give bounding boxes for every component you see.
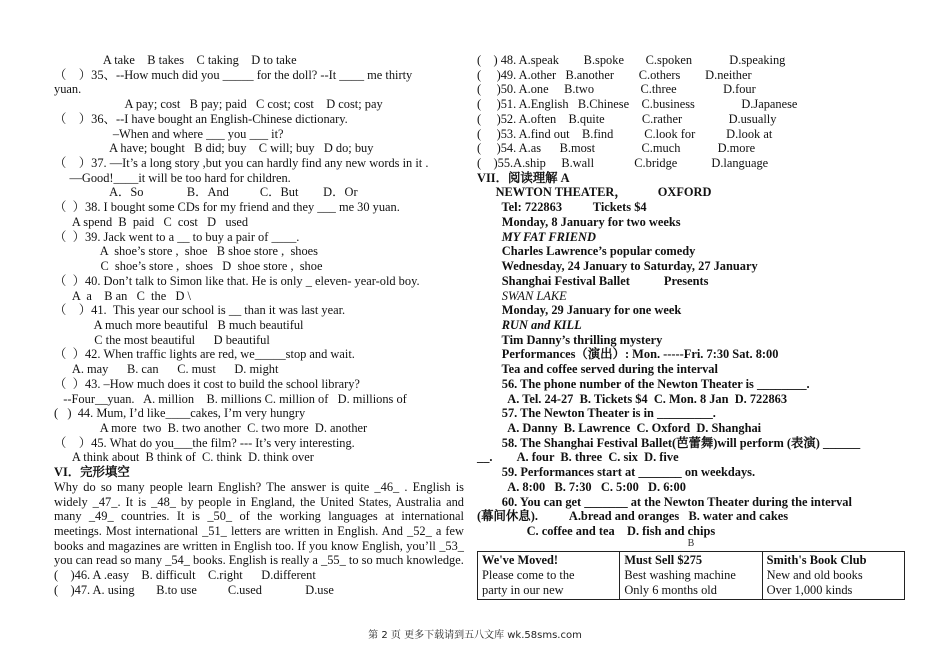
right-line: (幕间休息). A.bread and oranges B. water and cakes xyxy=(477,509,789,524)
right-line: Tim Danny’s thrilling mystery xyxy=(477,332,663,347)
right-line: NEWTON THEATER， OXFORD xyxy=(477,185,712,200)
right-line: Monday, 29 January for one week xyxy=(477,303,682,318)
right-line: Tel: 722863 Tickets $4 xyxy=(477,200,647,215)
ad-line: Only 6 months old xyxy=(624,582,717,597)
right-line: ( )50. A.one B.two C.three D.four xyxy=(477,82,756,97)
left-line: A pay; cost B pay; paid C cost; cost D cost; pay xyxy=(54,97,383,112)
left-line: A．So B．And C．But D．Or xyxy=(54,185,358,200)
left-line: （ ）41. This year our school is __ than it was last year. xyxy=(54,303,346,318)
right-line: RUN and KILL xyxy=(477,317,582,332)
left-line: C the most beautiful D beautiful xyxy=(54,332,270,347)
right-line: 59. Performances start at _______ on weekdays. xyxy=(477,465,756,480)
right-line: ( )54. A.as B.most C.much D.more xyxy=(477,141,756,156)
right-line: Monday, 8 January for two weeks xyxy=(477,214,681,229)
left-line: （ ）36、--I have bought an English-Chinese dictionary. xyxy=(54,111,348,126)
left-line: A much more beautiful B much beautiful xyxy=(54,317,304,332)
ad-title: Must Sell $275 xyxy=(624,552,703,567)
left-line: A spend B paid C cost D used xyxy=(54,214,249,229)
left-line: （ ）40. Don’t talk to Simon like that. He is only _ eleven- year-old boy. xyxy=(54,273,420,288)
ad-cell xyxy=(620,551,762,599)
right-line: C. coffee and tea D. fish and chips xyxy=(477,524,716,538)
left-line: （ ）43. –How much does it cost to build the school library? xyxy=(54,376,360,391)
page-footer: 第 2 页 更多下载请到五八文库 wk.58sms.com xyxy=(368,630,582,641)
ads-row xyxy=(478,551,905,599)
right-question-lines xyxy=(477,53,905,539)
left-line: （ ）38. I bought some CDs for my friend and they ___ me 30 yuan. xyxy=(54,200,400,215)
left-tail-lines xyxy=(54,568,464,597)
left-question-lines xyxy=(54,53,464,480)
right-line: 56. The phone number of the Newton Theater is ________. xyxy=(477,376,810,391)
right-line: 57. The Newton Theater is in _________. xyxy=(477,406,716,421)
left-line: A shoe’s store , shoe B shoe store , shoes xyxy=(54,244,318,259)
cloze-passage: Why do so many people learn English? The answer is quite _46_ . English is widely _47_. It is _48_ by people in England, the United States, Australia and many _49_ countries. It is _50_ of the working languages at international meetings. Most international _51_ letters are written in English. And _52_ a few books and magazines are written in English too. If you know English, you’ll _53_ you can read so many _54_ books. English is really a _55_ to so much knowledge. xyxy=(54,479,464,568)
left-column xyxy=(54,53,464,598)
left-line: ( ) 44. Mum, I’d like____cakes, I’m very hungry xyxy=(54,406,306,421)
right-line: A. Tel. 24-27 B. Tickets $4 C. Mon. 8 Jan D. 722863 xyxy=(477,391,788,406)
right-line: MY FAT FRIEND xyxy=(477,229,596,244)
ad-title: Smith's Book Club xyxy=(766,552,867,567)
right-line: Shanghai Festival Ballet Presents xyxy=(477,273,709,288)
left-line: A take B takes C taking D to take xyxy=(54,53,297,67)
left-line: --Four__yuan. A. million B. millions C. million of D. millions of xyxy=(54,391,407,406)
right-line: 58. The Shanghai Festival Ballet(芭蕾舞)will perform (表演) ______ xyxy=(477,435,861,450)
right-line: ( )53. A.find out B.find C.look for D.look at xyxy=(477,126,773,141)
left-line: （ ）42. When traffic lights are red, we_____stop and wait. xyxy=(54,347,355,362)
right-line: Charles Lawrence’s popular comedy xyxy=(477,244,696,259)
left-line: C shoe’s store , shoes D shoe store , shoe xyxy=(54,259,323,274)
left-line: yuan. xyxy=(54,82,82,97)
left-line: （ ）37. —It’s a long story ,but you can hardly find any new words in it . xyxy=(54,156,429,171)
right-line: ( )52. A.often B.quite C.rather D.usually xyxy=(477,111,777,126)
left-line: VI．完形填空 xyxy=(54,465,130,480)
left-line: —Good!____it will be too hard for children. xyxy=(54,170,291,185)
ad-line: party in our new xyxy=(482,582,564,597)
right-line: VII．阅读理解 A xyxy=(477,170,570,185)
right-line: Wednesday, 24 January to Saturday, 27 January xyxy=(477,259,758,274)
ad-cell xyxy=(478,551,620,599)
ad-line: Best washing machine xyxy=(624,567,736,582)
right-column xyxy=(477,53,905,600)
left-line: （ ）35、--How much did you _____ for the doll? --It ____ me thirty xyxy=(54,67,413,82)
section-b-label: B xyxy=(687,537,695,549)
ad-line: New and old books xyxy=(766,567,863,582)
left-line: A more two B. two another C. two more D. another xyxy=(54,420,368,435)
ad-title: We've Moved! xyxy=(482,552,559,567)
left-line: –When and where ___ you ___ it? xyxy=(54,126,284,141)
right-line: A. Danny B. Lawrence C. Oxford D. Shanghai xyxy=(477,420,762,435)
left-tail-line: ( )46. A .easy B. difficult C.right D.different xyxy=(54,568,316,583)
right-line: ( )49. A.other B.another C.others D.neither xyxy=(477,67,752,82)
left-line: A think about B think of C. think D. think over xyxy=(54,450,314,465)
right-line: ( ) 48. A.speak B.spoke C.spoken D.speaking xyxy=(477,53,786,67)
ad-cell xyxy=(762,551,904,599)
right-line: SWAN LAKE xyxy=(477,288,567,303)
left-line: A. may B. can C. must D. might xyxy=(54,362,279,377)
right-line: ( )51. A.English B.Chinese C.business D.Japanese xyxy=(477,97,798,112)
left-line: （ ）45. What do you___the film? --- It’s very interesting. xyxy=(54,435,355,450)
ads-table xyxy=(477,551,905,600)
left-line: A a B an C the D \ xyxy=(54,288,191,303)
ad-line: Over 1,000 kinds xyxy=(766,582,853,597)
right-line: 60. You can get _______ at the Newton Theater during the interval xyxy=(477,494,852,509)
right-line: Tea and coffee served during the interval xyxy=(477,362,718,377)
right-line: A. 8:00 B. 7:30 C. 5:00 D. 6:00 xyxy=(477,479,686,494)
left-tail-line: ( )47. A. using B.to use C.used D.use xyxy=(54,582,334,597)
right-line: ( )55.A.ship B.wall C.bridge D.language xyxy=(477,156,769,171)
ad-line: Please come to the xyxy=(482,567,575,582)
right-line: __. A. four B. three C. six D. five xyxy=(477,450,679,465)
left-line: （ ）39. Jack went to a __ to buy a pair of ____. xyxy=(54,229,300,244)
right-line: Performances（演出）: Mon. -----Fri. 7:30 Sat. 8:00 xyxy=(477,347,779,362)
left-line: A have; bought B did; buy C will; buy D do; buy xyxy=(54,141,374,156)
